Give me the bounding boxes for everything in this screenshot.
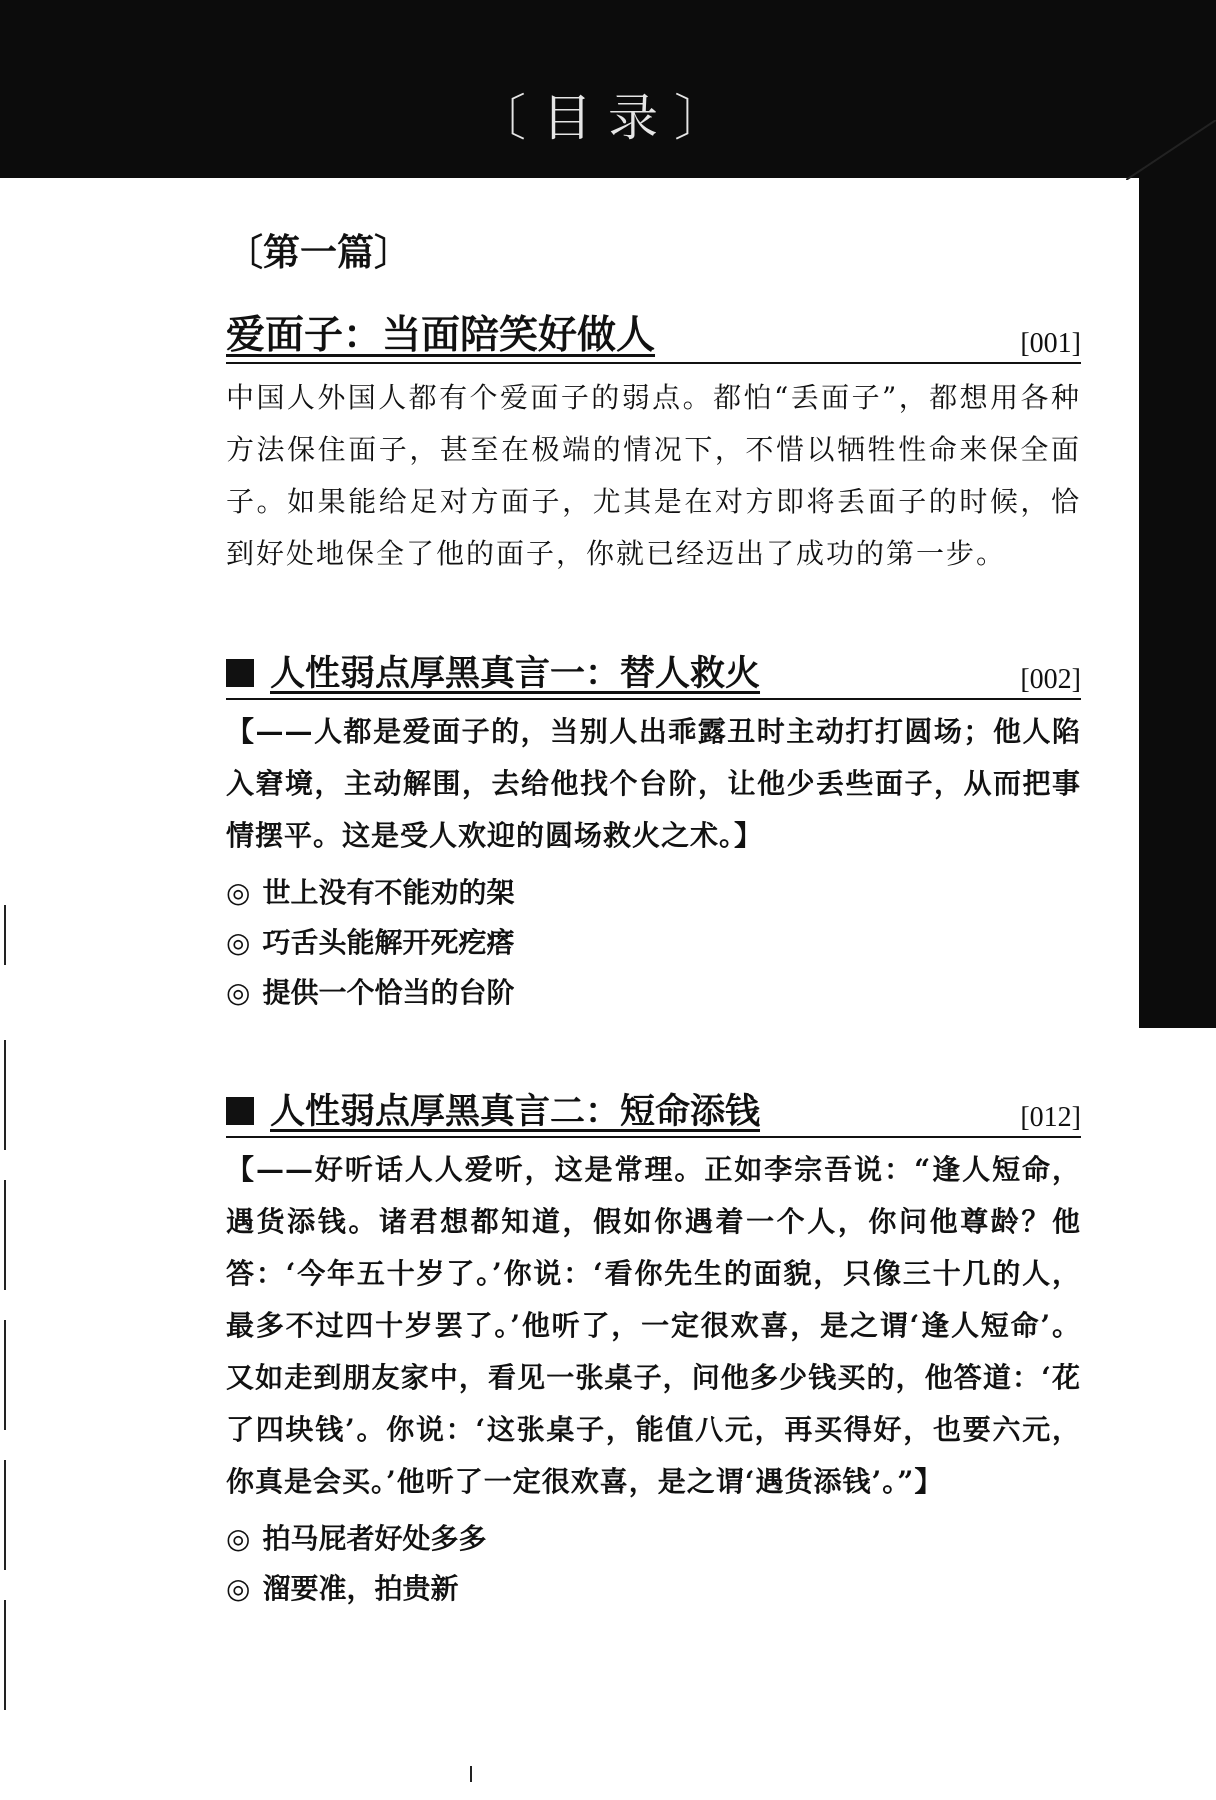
scan-edge-mark — [4, 1600, 6, 1710]
section-heading — [226, 1084, 1081, 1138]
part-label: 〔第一篇〕 — [226, 230, 411, 274]
section-title — [226, 646, 760, 696]
scan-edge-mark — [4, 1460, 6, 1570]
section-title-text: 人性弱点厚黑真言一：替人救火 — [270, 653, 761, 694]
section-page-number: [002] — [1020, 664, 1081, 695]
page-title: 〔目录〕 — [476, 89, 740, 147]
subsection-list — [226, 868, 1081, 1018]
section-page-number: [012] — [1020, 1102, 1081, 1133]
circle-bullet-icon: ◎ — [226, 876, 251, 909]
subsection-item: ◎ 提供一个恰当的台阶 — [226, 976, 515, 1009]
subsection-item: ◎ 巧舌头能解开死疙瘩 — [226, 926, 515, 959]
scan-edge-mark — [4, 1320, 6, 1430]
circle-bullet-icon: ◎ — [226, 976, 251, 1009]
section-summary: 【——好听话人人爱听，这是常理。正如李宗吾说：“逢人短命，遇货添钱。诸君想都知道，假如你遇着一个人，你问他尊龄？他答：‘今年五十岁了。’你说：‘看你先生的面貌，只像三十几的人，最多不过四十岁罢了。’他听了，一定很欢喜，是之谓‘逢人短命’。又如走到朋友家中，看见一张桌子，问他多少钱买的，他答道：‘花了四块钱’。你说：‘这张桌子，能值八元，再买得好，也要六元，你真是会买。’他听了一定很欢喜，是之谓‘遇货添钱’。”】 — [226, 1153, 1081, 1498]
chapter-page-number: [001] — [1020, 328, 1081, 359]
chapter-intro: 中国人外国人都有个爱面子的弱点。都怕“丢面子”，都想用各种方法保住面子，甚至在极端的情况下，不惜以牺牲性命来保全面子。如果能给足对方面子，尤其是在对方即将丢面子的时候，恰到好处地保全了他的面子，你就已经迈出了成功的第一步。 — [226, 381, 1081, 570]
subsection-item: ◎ 拍马屁者好处多多 — [226, 1522, 487, 1555]
circle-bullet-icon: ◎ — [226, 1572, 251, 1605]
scan-edge-mark — [4, 1040, 6, 1150]
subsection-list — [226, 1514, 1081, 1614]
section-title — [226, 1084, 760, 1134]
page-tick-mark — [470, 1766, 472, 1782]
square-bullet-icon — [226, 1097, 254, 1125]
toc-section — [226, 646, 1081, 1018]
scan-edge-mark — [4, 1180, 6, 1290]
section-heading — [226, 646, 1081, 700]
scan-edge-mark — [4, 905, 6, 965]
circle-bullet-icon: ◎ — [226, 1522, 251, 1555]
toc-content — [226, 222, 1081, 1614]
square-bullet-icon — [226, 659, 254, 687]
toc-section — [226, 1084, 1081, 1614]
circle-bullet-icon: ◎ — [226, 926, 251, 959]
chapter-title: 爱面子：当面陪笑好做人 — [226, 312, 656, 358]
chapter-heading — [226, 304, 1081, 364]
subsection-item: ◎ 溜要准，拍贵新 — [226, 1572, 459, 1605]
subsection-item: ◎ 世上没有不能劝的架 — [226, 876, 515, 909]
corner-fold-line — [1126, 120, 1216, 180]
section-summary: 【——人都是爱面子的，当别人出乖露丑时主动打打圆场；他人陷入窘境，主动解围，去给他找个台阶，让他少丢些面子，从而把事情摆平。这是受人欢迎的圆场救火之术。】 — [226, 715, 1081, 852]
section-title-text: 人性弱点厚黑真言二：短命添钱 — [270, 1091, 761, 1132]
side-thumb-tab — [1139, 178, 1216, 1028]
